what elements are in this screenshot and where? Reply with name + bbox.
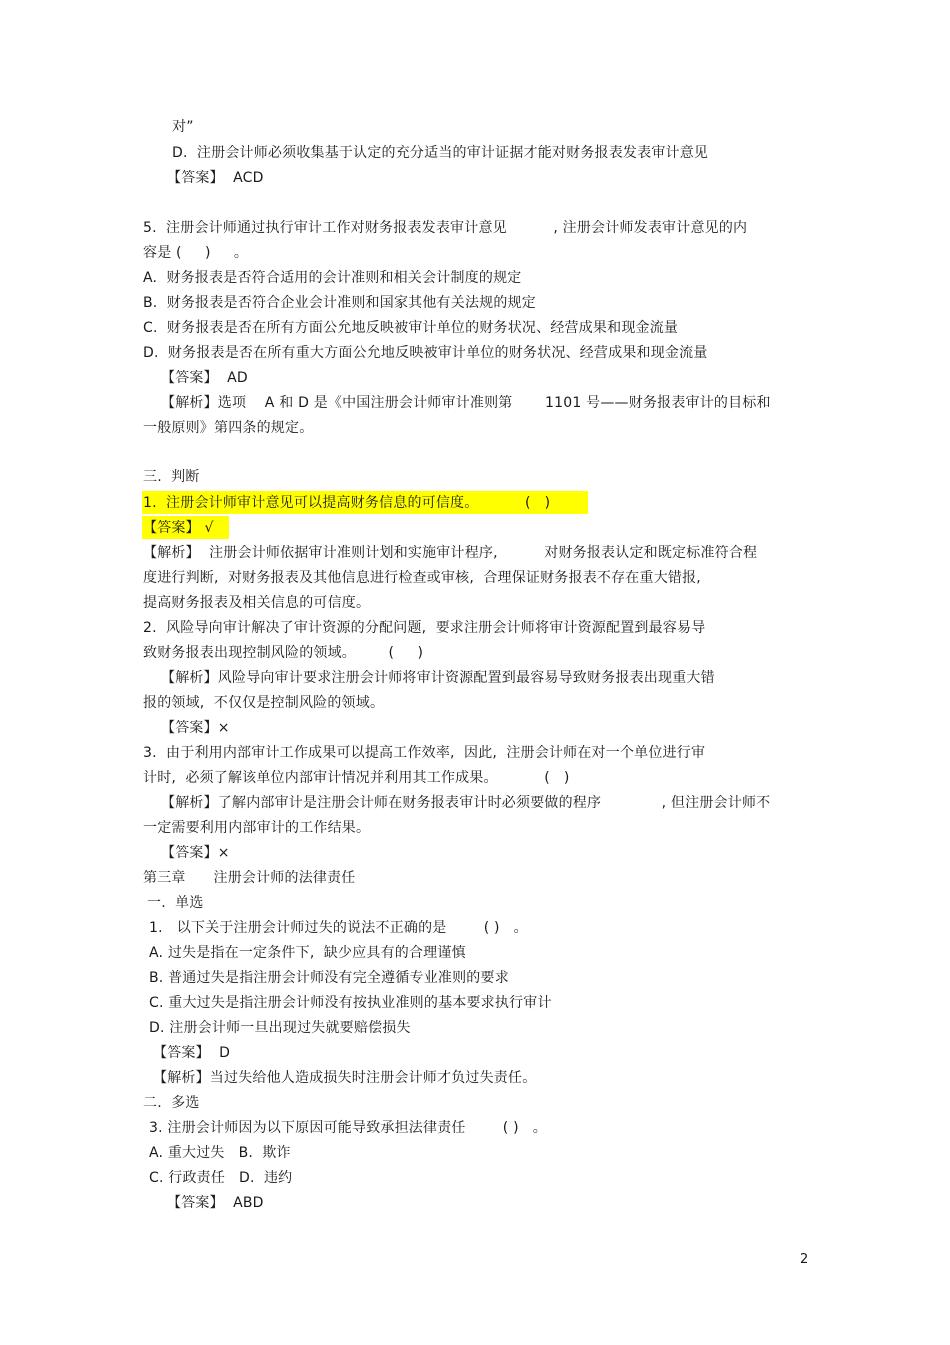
analysis: 【解析】风险导向审计要求注册会计师将审计资源配置到最容易导致财务报表出现重大错 [161,670,715,686]
option-d: D. 财务报表是否在所有重大方面公允地反映被审计单位的财务状况、经营成果和现金流量 [143,345,708,361]
section-heading: 二. 多选 [143,1095,200,1111]
analysis-cont: 度进行判断, 对财务报表及其他信息进行检查或审核, 合理保证财务报表不存在重大错报, [143,570,701,586]
analysis: 【解析】了解内部审计是注册会计师在财务报表审计时必须要做的程序 , 但注册会计师不 [161,795,771,811]
analysis: 【解析】 注册会计师依据审计准则计划和实施审计程序, 对财务报表认定和既定标准符合程 [143,545,758,561]
analysis-cont: 报的领域, 不仅仅是控制风险的领域。 [143,695,385,711]
option-d: D. 注册会计师必须收集基于认定的充分适当的审计证据才能对财务报表发表审计意见 [172,145,709,161]
analysis: 【解析】当过失给他人造成损失时注册会计师才负过失责任。 [153,1070,537,1086]
mc-question-1: 1. 以下关于注册会计师过失的说法不正确的是 ( ) 。 [149,920,528,936]
option-a: A. 财务报表是否符合适用的会计准则和相关会计制度的规定 [143,270,522,286]
option-c: C. 重大过失是指注册会计师没有按执业准则的基本要求执行审计 [149,995,552,1011]
tf-question-1: 1. 注册会计师审计意见可以提高财务信息的可信度。 ( ) [143,495,551,511]
option-c: C. 财务报表是否在所有方面公允地反映被审计单位的财务状况、经营成果和现金流量 [143,320,679,336]
question-5-cont: 容是 ( ) 。 [143,245,249,261]
options-cd: C. 行政责任 D. 违约 [149,1170,293,1186]
analysis-cont: 一定需要利用内部审计的工作结果。 [143,820,371,836]
chapter-title: 第三章 注册会计师的法律责任 [143,870,356,886]
option-a: A. 过失是指在一定条件下, 缺少应具有的合理谨慎 [149,945,466,961]
answer: 【答案】 D [153,1045,231,1061]
answer: 【答案】× [161,720,230,736]
options-ab: A. 重大过失 B. 欺诈 [149,1145,291,1161]
answer: 【答案】 ABD [167,1195,264,1211]
page-number: 2 [800,1252,809,1267]
tf-question-3-cont: 计时, 必须了解该单位内部审计情况并利用其工作成果。 ( ) [143,770,570,786]
tf-question-2: 2. 风险导向审计解决了审计资源的分配问题, 要求注册会计师将审计资源配置到最容易导 [143,620,706,636]
answer: 【答案】 √ [143,520,214,536]
tf-question-3: 3. 由于利用内部审计工作成果可以提高工作效率, 因此, 注册会计师在对一个单位进行审 [143,745,706,761]
section-heading: 三. 判断 [143,469,200,485]
analysis-cont: 提高财务报表及相关信息的可信度。 [143,595,371,611]
answer: 【答案】 ACD [167,170,264,186]
question-5: 5. 注册会计师通过执行审计工作对财务报表发表审计意见 , 注册会计师发表审计意见的内 [143,220,748,236]
analysis: 【解析】选项 A 和 D 是《中国注册会计师审计准则第 1101 号——财务报表审计的目标和 [161,395,771,411]
text-line: 对” [172,119,194,135]
option-b: B. 财务报表是否符合企业会计准则和国家其他有关法规的规定 [143,295,536,311]
multi-question-3: 3. 注册会计师因为以下原因可能导致承担法律责任 ( ) 。 [149,1120,547,1136]
tf-question-2-cont: 致财务报表出现控制风险的领域。 ( ) [143,645,424,661]
option-d: D. 注册会计师一旦出现过失就要赔偿损失 [149,1020,411,1036]
option-b: B. 普通过失是指注册会计师没有完全遵循专业准则的要求 [149,970,509,986]
section-heading: 一. 单选 [147,895,204,911]
analysis-cont: 一般原则》第四条的规定。 [143,420,314,436]
answer: 【答案】× [161,845,230,861]
answer: 【答案】 AD [161,370,248,386]
